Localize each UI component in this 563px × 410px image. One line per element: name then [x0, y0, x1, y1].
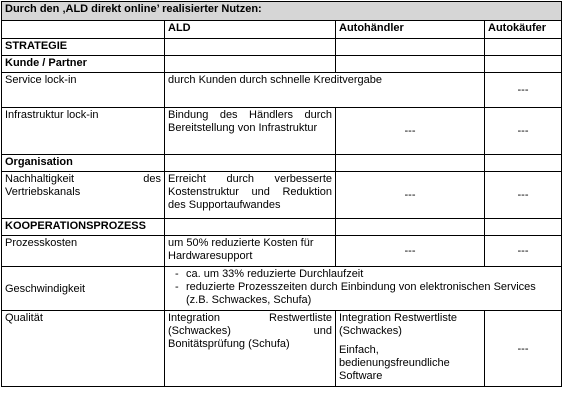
empty-cell	[336, 56, 485, 73]
header-row	[2, 21, 562, 39]
table-title: Durch den ‚ALD direkt online’ realisierter Nutzen:	[2, 2, 562, 21]
cell-prozesskosten-kaeufer: ---	[485, 236, 562, 267]
table-row-infrastruktur-lock-in	[2, 108, 562, 155]
cell-prozesskosten-haendler: ---	[336, 236, 485, 267]
table-row-qualitaet	[2, 311, 562, 387]
table-row-nachhaltigkeit	[2, 172, 562, 219]
list-item: - ca. um 33% reduzierte Durchlaufzeit	[186, 268, 558, 281]
list-item: - reduzierte Prozesszeiten durch Einbindung von elektronischen Services (z.B. Schwackes, Schufa)	[186, 281, 558, 307]
section-strategie: STRATEGIE	[2, 39, 165, 56]
empty-cell	[165, 56, 336, 73]
empty-cell	[336, 219, 485, 236]
cell-infrastruktur-haendler: ---	[336, 108, 485, 155]
cell-service-kaeufer: ---	[485, 73, 562, 108]
header-empty-cell	[2, 21, 165, 39]
cell-infrastruktur-kaeufer: ---	[485, 108, 562, 155]
cell-qualitaet-haendler	[336, 311, 485, 387]
empty-cell	[336, 155, 485, 172]
header-ald: ALD	[165, 21, 336, 39]
cell-infrastruktur-ald: Bindung des Händlers durch Bereitstellung von Infrastruktur	[165, 108, 336, 155]
table-title-row	[2, 2, 562, 21]
cell-nachhaltigkeit-haendler: ---	[336, 172, 485, 219]
row-label-nachhaltigkeit	[2, 172, 165, 219]
empty-cell	[165, 155, 336, 172]
geschwindigkeit-list	[168, 268, 558, 307]
empty-cell	[485, 219, 562, 236]
row-label-qualitaet: Qualität	[2, 311, 165, 387]
row-label-prozesskosten: Prozesskosten	[2, 236, 165, 267]
empty-cell	[336, 39, 485, 56]
empty-cell	[485, 56, 562, 73]
empty-cell	[485, 155, 562, 172]
header-autokaeufer: Autokäufer	[485, 21, 562, 39]
cell-nachhaltigkeit-kaeufer: ---	[485, 172, 562, 219]
header-autohaendler: Autohändler	[336, 21, 485, 39]
section-kooperationsprozess: KOOPERATIONSPROZESS	[2, 219, 165, 236]
table-row-service-lock-in	[2, 73, 562, 108]
section-row-organisation	[2, 155, 562, 172]
row-label-nachhaltigkeit-line1: Nachhaltigkeit des	[5, 173, 161, 185]
cell-service-ald: durch Kunden durch schnelle Kreditvergabe	[165, 73, 485, 108]
table-row-geschwindigkeit	[2, 267, 562, 311]
section-row-kooperationsprozess	[2, 219, 562, 236]
qualitaet-haendler-text-2: Einfach, bedienungsfreundliche Software	[339, 344, 450, 382]
section-row-kunde-partner	[2, 56, 562, 73]
qualitaet-haendler-text-1: Integration Restwertliste (Schwackes)	[339, 312, 457, 337]
cell-nachhaltigkeit-ald: Erreicht durch verbesserte Kostenstruktur und Reduktion des Supportaufwandes	[165, 172, 336, 219]
row-label-infrastruktur: Infrastruktur lock-in	[2, 108, 165, 155]
cell-qualitaet-kaeufer: ---	[485, 311, 562, 387]
cell-qualitaet-ald: Integration Restwertliste (Schwackes) und Bonitätsprüfung (Schufa)	[165, 311, 336, 387]
section-organisation: Organisation	[2, 155, 165, 172]
row-label-service: Service lock-in	[2, 73, 165, 108]
empty-cell	[165, 39, 336, 56]
empty-cell	[485, 39, 562, 56]
cell-prozesskosten-ald: um 50% reduzierte Kosten für Hardwaresupport	[165, 236, 336, 267]
cell-geschwindigkeit	[165, 267, 562, 311]
row-label-nachhaltigkeit-line2: Vertriebskanals	[5, 186, 81, 198]
section-kunde-partner: Kunde / Partner	[2, 56, 165, 73]
section-row-strategie	[2, 39, 562, 56]
table-row-prozesskosten	[2, 236, 562, 267]
empty-cell	[165, 219, 336, 236]
row-label-geschwindigkeit: Geschwindigkeit	[2, 267, 165, 311]
benefits-table	[1, 1, 562, 387]
